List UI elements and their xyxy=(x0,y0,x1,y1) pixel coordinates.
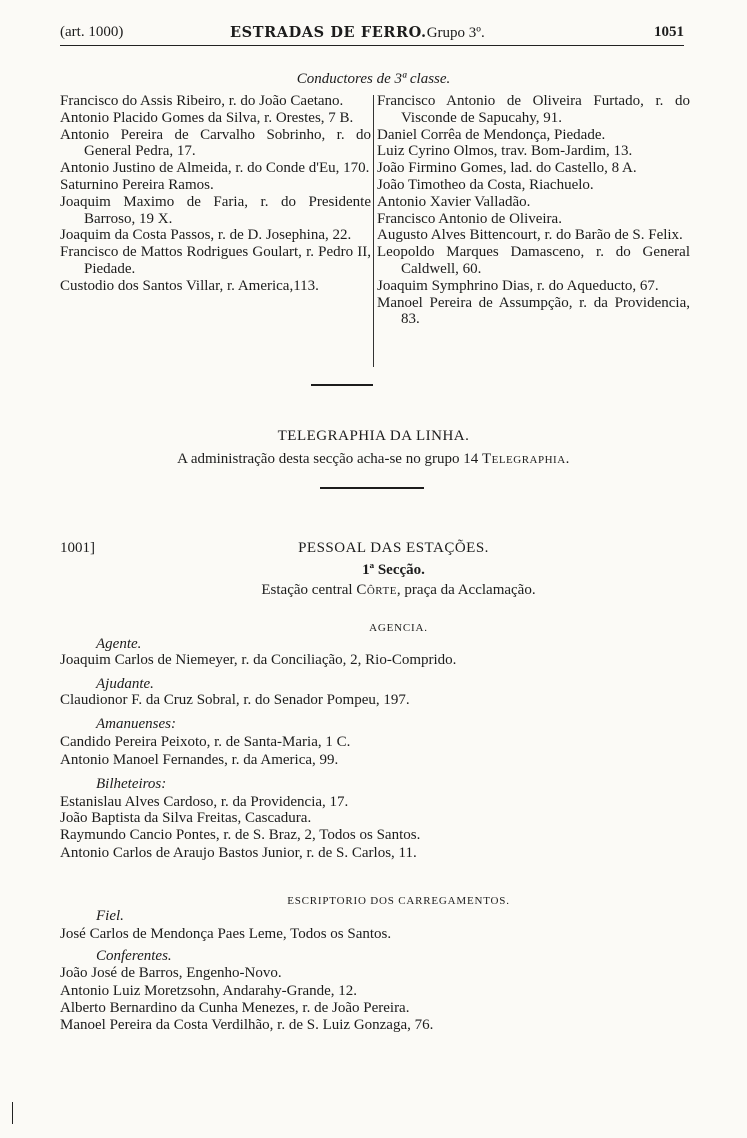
list-item: Daniel Corrêa de Mendonça, Piedade. xyxy=(377,126,606,143)
list-item: Estanislau Alves Cardoso, r. da Providencia, 17. xyxy=(60,794,349,810)
list-item: Saturnino Pereira Ramos. xyxy=(60,176,214,193)
role-ajudante: Ajudante. xyxy=(96,676,154,692)
agencia-label: AGENCIA. xyxy=(369,622,428,634)
list-item: João José de Barros, Engenho-Novo. xyxy=(60,965,282,981)
list-item: Joaquim da Costa Passos, r. de D. Josephina, 22. xyxy=(60,227,352,244)
list-item: Joaquim Carlos de Niemeyer, r. da Conciliação, 2, Rio-Comprido. xyxy=(60,652,457,668)
estacao-suffix: , praça da Acclamação. xyxy=(396,582,536,598)
list-item: Custodio dos Santos Villar, r. America,113. xyxy=(60,277,319,294)
list-item: Manoel Pereira de Assumpção, r. da Providencia, 83. xyxy=(377,294,690,328)
role-agente: Agente. xyxy=(96,636,142,652)
list-item: João Firmino Gomes, lad. do Castello, 8 A. xyxy=(377,160,637,177)
list-item: Alberto Bernardino da Cunha Menezes, r. de João Pereira. xyxy=(60,1000,410,1016)
telegraphia-note xyxy=(0,451,747,468)
list-item: Francisco do Assis Ribeiro, r. do João Caetano. xyxy=(60,93,344,109)
conductores-title: Conductores de 3ª classe. xyxy=(296,71,451,87)
header-title-main: ESTRADAS DE FERRO. xyxy=(230,24,427,41)
header-article-ref: (art. 1000) xyxy=(60,24,124,40)
telegraphia-note-ref: Telegraphia. xyxy=(481,451,570,467)
list-item: Manoel Pereira da Costa Verdilhão, r. de S. Luiz Gonzaga, 76. xyxy=(60,1017,434,1033)
list-item: Candido Pereira Peixoto, r. de Santa-Maria, 1 C. xyxy=(60,734,351,750)
conductores-left-column xyxy=(60,93,371,295)
list-item: Antonio Placido Gomes da Silva, r. Orestes, 7 B. xyxy=(60,109,354,126)
estacao-corte: Côrte xyxy=(356,582,397,598)
list-item: Francisco Antonio de Oliveira Furtado, r. do Visconde de Sapucahy, 91. xyxy=(377,93,690,126)
list-item: João Baptista da Silva Freitas, Cascadura. xyxy=(60,810,312,826)
list-item: Antonio Justino de Almeida, r. do Conde d'Eu, 170. xyxy=(60,160,370,177)
list-item: Francisco de Mattos Rodrigues Goulart, r. Pedro II, Piedade. xyxy=(60,244,371,277)
column-divider xyxy=(373,95,374,367)
section-divider xyxy=(320,487,424,489)
list-item: Francisco Antonio de Oliveira. xyxy=(377,210,562,227)
list-item: Luiz Cyrino Olmos, trav. Bom-Jardim, 13. xyxy=(377,143,633,160)
list-item: Claudionor F. da Cruz Sobral, r. do Senador Pompeu, 197. xyxy=(60,692,410,708)
page-number: 1051 xyxy=(654,24,684,40)
conductores-right-column xyxy=(377,93,690,328)
list-item: Antonio Manoel Fernandes, r. da America, 99. xyxy=(60,752,339,768)
estacao-line xyxy=(0,582,747,599)
telegraphia-note-text: A administração desta secção acha-se no grupo 14 xyxy=(177,451,482,467)
list-item: Antonio Carlos de Araujo Bastos Junior, r. de S. Carlos, 11. xyxy=(60,845,417,861)
seccao-heading: 1ª Secção. xyxy=(362,562,425,578)
running-header xyxy=(60,24,684,46)
header-group: Grupo 3º. xyxy=(426,25,485,41)
pessoal-title: PESSOAL DAS ESTAÇÕES. xyxy=(298,540,489,556)
list-item: Augusto Alves Bittencourt, r. do Barão de S. Felix. xyxy=(377,227,683,244)
role-fiel: Fiel. xyxy=(96,908,124,924)
role-bilheteiros: Bilheteiros: xyxy=(96,776,167,792)
role-conferentes: Conferentes. xyxy=(96,948,172,964)
list-item: Raymundo Cancio Pontes, r. de S. Braz, 2, Todos os Santos. xyxy=(60,827,421,843)
conductores-columns xyxy=(60,93,690,373)
section-divider xyxy=(311,384,373,386)
list-item: Leopoldo Marques Damasceno, r. do General Caldwell, 60. xyxy=(377,244,690,277)
list-item: Antonio Pereira de Carvalho Sobrinho, r. do General Pedra, 17. xyxy=(60,126,371,160)
article-number: 1001] xyxy=(60,540,95,556)
margin-mark xyxy=(12,1102,13,1124)
list-item: Joaquim Maximo de Faria, r. do Presidente Barroso, 19 X. xyxy=(60,193,371,227)
header-rule xyxy=(60,45,684,46)
list-item: Antonio Xavier Valladão. xyxy=(377,193,531,210)
role-amanuenses: Amanuenses: xyxy=(96,716,176,732)
list-item: Joaquim Symphrino Dias, r. do Aqueducto, 67. xyxy=(377,277,659,294)
list-item: José Carlos de Mendonça Paes Leme, Todos os Santos. xyxy=(60,926,392,942)
telegraphia-title: TELEGRAPHIA DA LINHA. xyxy=(277,428,470,444)
list-item: Antonio Luiz Moretzsohn, Andarahy-Grande, 12. xyxy=(60,983,358,999)
list-item: João Timotheo da Costa, Riachuelo. xyxy=(377,176,594,193)
escriptorio-label: ESCRIPTORIO DOS CARREGAMENTOS. xyxy=(287,895,510,907)
estacao-prefix: Estação central xyxy=(261,582,357,598)
header-title xyxy=(230,24,485,42)
